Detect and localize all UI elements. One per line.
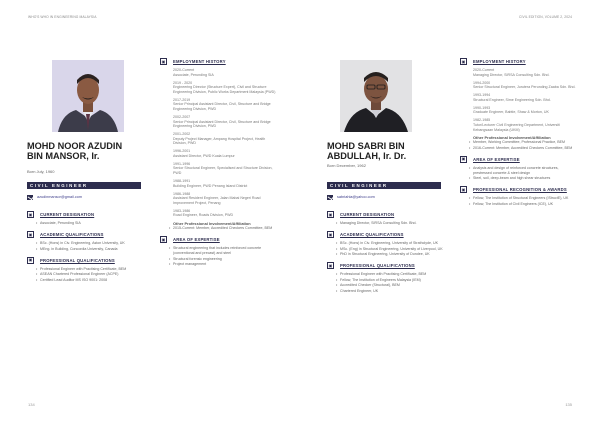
section-title: AREA OF EXPERTISE <box>473 156 520 162</box>
recognition-section <box>460 186 578 207</box>
running-head: CIVIL EDITION, VOLUME 2, 2024 <box>519 15 572 19</box>
section-title: ACADEMIC QUALIFICATIONS <box>40 232 104 237</box>
section-title: PROFESSIONAL RECOGNITION & AWARDS <box>473 187 567 193</box>
section-title: PROFESSIONAL QUALIFICATIONS <box>40 257 115 263</box>
employment-entry: 2020-Current Managing Director, SIRSA Consulting Sdn. Bhd. <box>473 68 550 77</box>
email-row <box>27 195 82 200</box>
employment-section <box>160 58 278 231</box>
current-designation-section <box>327 211 443 226</box>
employment-entry: 1988-1991 Building Engineer, PWD Penang Island District <box>173 179 248 188</box>
list-item: • Structural forensic engineering <box>173 257 278 262</box>
profile-name: MOHD NOOR AZUDIN BIN MANSOR, Ir. <box>27 141 123 161</box>
page-number: 134 <box>28 402 35 407</box>
employment-entry: 1993-1994 Structural Engineer, Sime Engineering Sdn. Bhd. <box>473 93 551 102</box>
award-icon: ▣ <box>461 186 466 192</box>
email-row <box>327 195 375 200</box>
other-involvement-heading: Other Professional Involvement/Affiliation <box>173 221 251 227</box>
section-title: PROFESSIONAL QUALIFICATIONS <box>340 263 415 268</box>
list-item: • Member, Working Committee, Professional Practice, BEM <box>473 140 578 145</box>
email-icon <box>327 195 333 200</box>
employment-entry: 1982-1985 Tutor/Lecturer Civil Engineering Department, Universiti Kebangsaan Malaysia (UKM) <box>473 118 560 132</box>
left-employment-column <box>160 58 278 272</box>
certificate-icon: ▣ <box>328 262 333 268</box>
email-link[interactable]: sabriahla@yahoo.com <box>337 195 375 200</box>
section-title: EMPLOYMENT HISTORY <box>473 59 526 64</box>
section-title: CURRENT DESIGNATION <box>340 212 395 217</box>
expertise-section <box>160 236 278 267</box>
employment-entry: 1996-2001 Assistant Director, PWD Kuala Lumpur <box>173 149 235 158</box>
profile-born: Born December, 1962 <box>327 163 366 168</box>
list-item: • 2015-Current: Member, Accredited Checkers Committee, BEM <box>173 226 278 231</box>
profile-name: MOHD SABRI BIN ABDULLAH, Ir. Dr. <box>327 141 407 161</box>
list-item: • Fellow, The Institution of Civil Engineers (ICE), UK <box>473 202 578 207</box>
list-item: • BSc. (Hons) in Civ. Engineering, University of Strathclyde, UK <box>340 241 443 246</box>
briefcase-icon: ▣ <box>28 211 33 217</box>
star-icon: ▣ <box>161 236 166 242</box>
list-item: • Professional Engineer with Practising Certificate, BEM <box>40 267 143 272</box>
right-sections <box>327 211 443 299</box>
academic-section <box>27 231 143 252</box>
section-title: AREA OF EXPERTISE <box>173 237 220 243</box>
list-item: • Certified Lead Auditor MS ISO 9001: 2008 <box>40 278 143 283</box>
portrait-photo-image <box>340 60 412 132</box>
employment-entry: 1991-1996 Senior Structural Engineer, Specialised and Structure Division, PWD <box>173 161 273 176</box>
section-title: ACADEMIC QUALIFICATIONS <box>340 232 404 237</box>
employment-entry: 1983-1986 Road Engineer, Roads Division, PWD <box>173 208 234 218</box>
role-banner: CIVIL ENGINEER <box>327 182 441 189</box>
other-involvement-heading: Other Professional Involvement/Affiliation <box>473 135 551 141</box>
star-icon: ▣ <box>461 156 466 162</box>
email-link[interactable]: azudinmansor@gmail.com <box>37 195 83 200</box>
list-item: • MEng. in Building, Concordia University, Canada <box>40 247 143 252</box>
professional-section <box>327 262 443 294</box>
portrait-photo <box>340 60 412 132</box>
employment-entry: 2017-2019 Senior Principal Assistant Director, Civil, Structure and Bridge Engineering Division, PWD <box>173 97 271 111</box>
list-item: • Fellow, The Institution of Structural Engineers (IStructE), UK <box>473 196 578 201</box>
graduation-cap-icon: ▣ <box>328 231 333 237</box>
list-item: • Project management <box>173 262 278 267</box>
list-item: • 2016-Current: Member, Accredited Checkers Committee, BEM <box>473 146 578 151</box>
portrait-photo <box>52 60 124 132</box>
list-item: • Analysis and design of reinforced concrete structures, prestressed concrete & steel design <box>473 166 578 176</box>
employment-entry: 1994-2000 Senior Structural Engineer, Jurutera Perunding Zaaba Sdn. Bhd. <box>473 80 576 90</box>
professional-section <box>27 257 143 283</box>
list-item: • ASEAN Chartered Professional Engineer (ACPE) <box>40 272 143 277</box>
certificate-icon: ▣ <box>28 257 33 262</box>
section-title: EMPLOYMENT HISTORY <box>173 59 226 64</box>
list-item: • Fellow, The Institution of Engineers Malaysia (IEM) <box>340 278 443 283</box>
employment-entry: 2001-2002 Deputy Project Manager, Ampang Hospital Project, Health Division, PWD <box>173 132 266 146</box>
right-page <box>300 0 600 424</box>
list-item: • Steel, soil, deep-beam and high shear structures <box>473 176 578 181</box>
list-item: • Associate, Perunding SIA <box>40 221 143 226</box>
expertise-section <box>460 156 578 182</box>
list-item: • Structural engineering that includes reinforced concrete (conventional and precast) and steel <box>173 246 278 256</box>
email-icon <box>27 195 33 200</box>
list-item: • Chartered Engineer, UK <box>340 289 443 294</box>
section-title: CURRENT DESIGNATION <box>40 212 95 217</box>
graduation-cap-icon: ▣ <box>28 231 33 237</box>
employment-entry: 1986-1988 Assistant Resident Engineer, Jalan Mabai Negeri Road Improvement Project, Penang <box>173 191 261 205</box>
building-icon: ▣ <box>461 58 466 64</box>
academic-section <box>327 231 443 257</box>
role-banner: CIVIL ENGINEER <box>27 182 141 189</box>
list-item: • Managing Director, SIRSA Consulting Sdn. Bhd. <box>340 221 443 226</box>
list-item: • PhD in Structural Engineering, University of Dundee, UK <box>340 252 443 257</box>
list-item: • Professional Engineer with Practising Certificate, BEM <box>340 272 443 277</box>
page-number: 135 <box>565 402 572 407</box>
employment-entry: 2019 - 2020 Engineering Director (Structure Expert), Civil and Structure Engineering Division, Public Works Department Malaysia (PWD) <box>173 80 276 94</box>
profile-born: Born July, 1960 <box>27 169 55 174</box>
employment-entry: 2002-2007 Senior Principal Assistant Director, Civil, Structure and Bridge Engineering Division, PWD <box>173 114 271 129</box>
list-item: • MSc. (Eng) in Structural Engineering, University of Liverpool, UK <box>340 247 443 252</box>
employment-entry: 2020-Current Associate, Perunding SIA <box>173 68 214 77</box>
list-item: • BSc. (Hons) in Civ. Engineering, Aston University, UK <box>40 241 143 246</box>
portrait-photo-image <box>52 60 124 132</box>
left-sections <box>27 211 143 288</box>
running-head: WHO'S WHO IN ENGINEERING MALAYSIA <box>28 15 97 19</box>
right-employment-column <box>460 58 578 212</box>
employment-entry: 1990-1993 Graduate Engineer, Babtie, Shaw & Morton, UK <box>473 105 549 115</box>
employment-section <box>460 58 578 151</box>
list-item: • Accredited Checker (Structural), BEM <box>340 283 443 288</box>
current-designation-section <box>27 211 143 226</box>
building-icon: ▣ <box>161 58 166 64</box>
briefcase-icon: ▣ <box>328 211 333 217</box>
